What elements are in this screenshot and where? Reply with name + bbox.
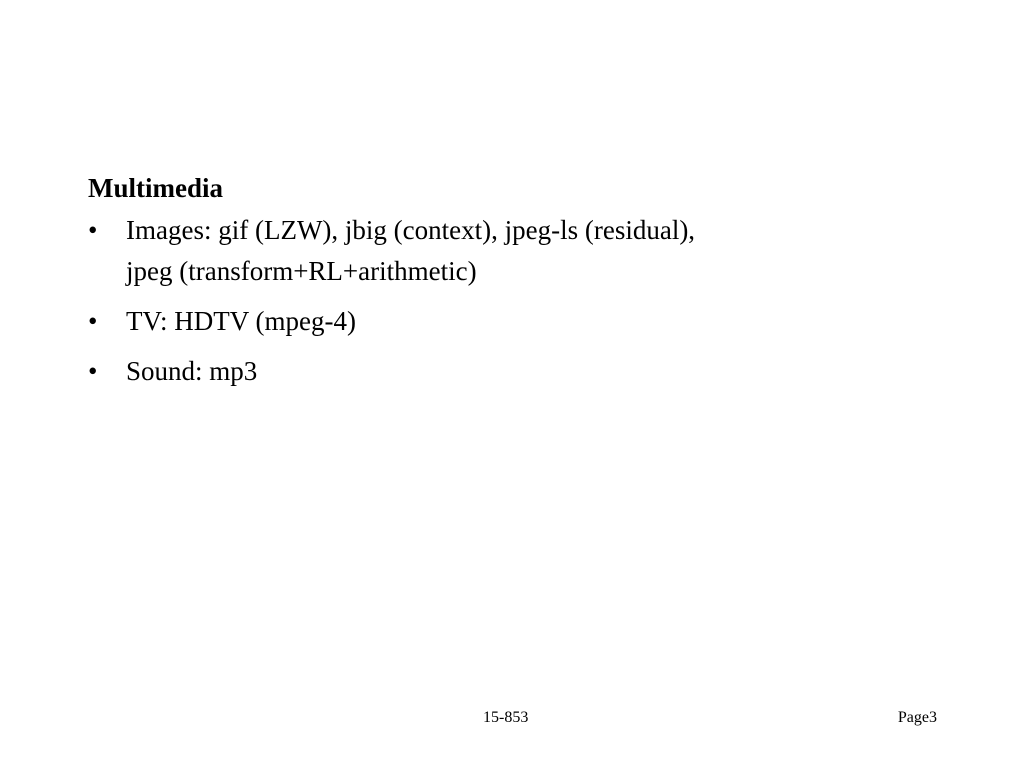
bullet-text-line2: jpeg (transform+RL+arithmetic) — [126, 256, 477, 286]
bullet-item-sound — [88, 351, 908, 392]
bullet-list — [88, 210, 908, 392]
bullet-text: TV: HDTV (mpeg-4) — [126, 306, 356, 336]
bullet-marker: • — [88, 215, 98, 245]
bullet-item-images — [88, 210, 908, 292]
footer-page-number: Page3 — [897, 709, 937, 726]
bullet-item-tv — [88, 301, 908, 342]
bullet-text-line1: Images: gif (LZW), jbig (context), jpeg-ls (residual), — [126, 215, 696, 245]
bullet-text: Sound: mp3 — [126, 356, 258, 386]
bullet-marker: • — [88, 306, 98, 336]
bullet-marker: • — [88, 356, 98, 386]
footer-course-number: 15-853 — [483, 709, 529, 726]
slide-heading: Multimedia — [88, 173, 223, 203]
slide-content — [88, 170, 908, 401]
